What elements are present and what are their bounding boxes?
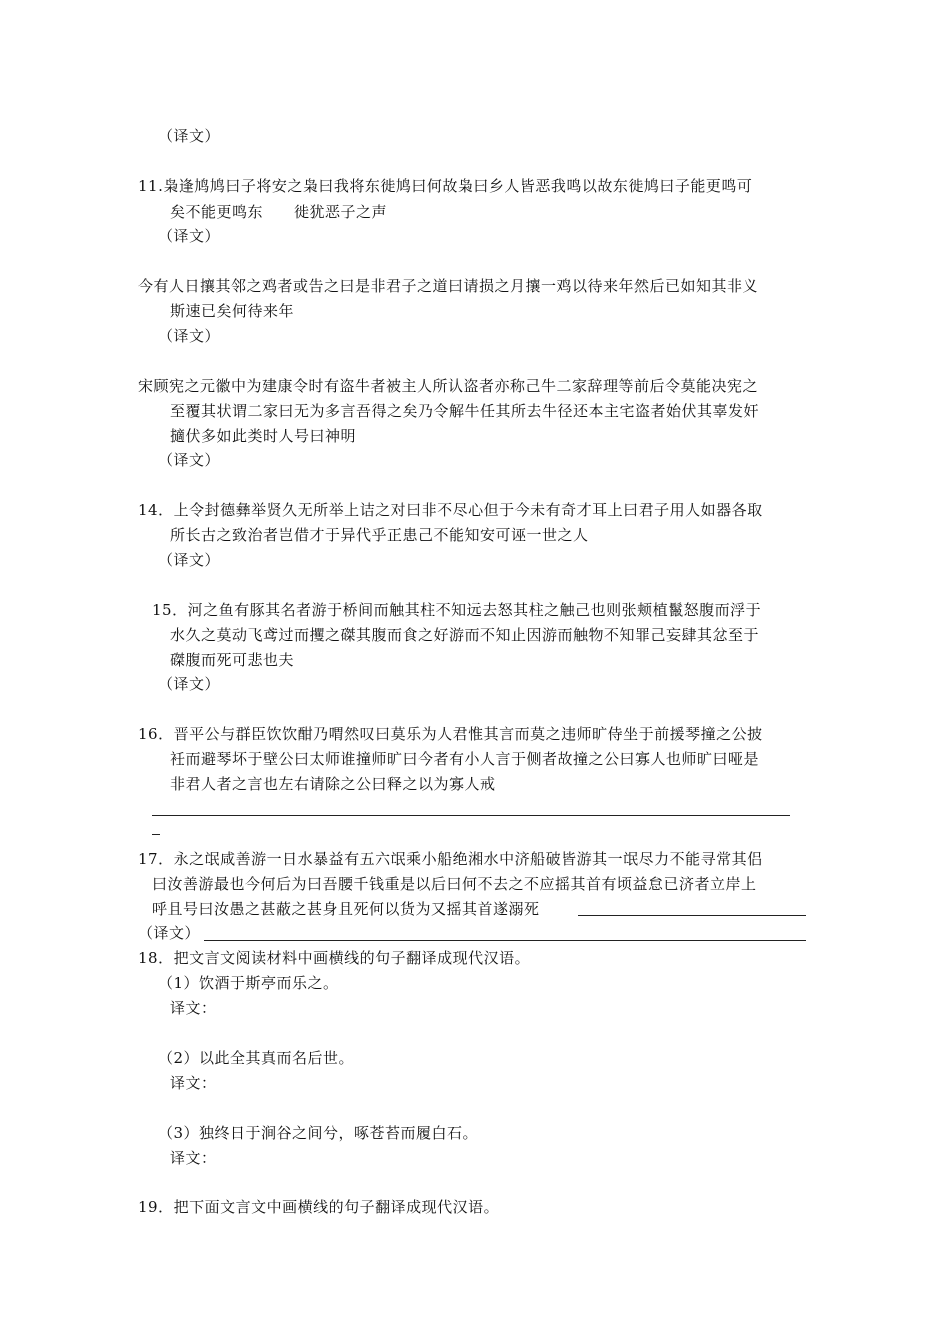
translation-label: （译文） [138,924,201,942]
question-17-line-2: 曰汝善游最也今何后为曰吾腰千钱重是以后曰何不去之不应摇其首有顷益怠已济者立岸上 [152,875,757,893]
answer-line [578,915,806,916]
question-15-line-3: 磔腹而死可悲也夫 [170,651,295,669]
translation-label: （译文） [158,675,221,693]
question-18-item-1: （1）饮酒于斯亭而乐之。 [158,974,339,992]
question-16-line-1: 16．晋平公与群臣饮饮酣乃喟然叹曰莫乐为人君惟其言而莫之违师旷侍坐于前援琴撞之公披 [138,725,763,743]
question-12-line-2: 斯速已矣何待来年 [170,302,295,320]
translation-label: （译文） [158,227,221,245]
question-13-line-2: 至覆其状谓二家曰无为多言吾得之矣乃令解牛任其所去牛径还本主宅盗者始伏其辜发奸 [170,402,760,420]
question-14-line-2: 所长古之致治者岂借才于异代乎正患己不能知安可诬一世之人 [170,526,589,544]
question-19-title: 19．把下面文言文中画横线的句子翻译成现代汉语。 [138,1198,500,1216]
answer-line [204,940,806,941]
question-18-title: 18．把文言文阅读材料中画横线的句子翻译成现代汉语。 [138,949,531,967]
translation-prompt: 译文： [170,1074,217,1092]
translation-label: （译文） [158,551,221,569]
question-17-line-3: 呼且号曰汝愚之甚蔽之甚身且死何以货为又摇其首遂溺死 [152,900,540,918]
translation-label: （译文） [158,451,221,469]
question-16-line-2: 衽而避琴坏于壁公曰太师谁撞师旷曰今者有小人言于侧者故撞之公曰寡人也师旷曰哑是 [170,750,760,768]
question-16-line-3: 非君人者之言也左右请除之公曰释之以为寡人戒 [170,775,496,793]
question-11-line-2: 矣不能更鸣东 徙犹恶子之声 [170,203,388,221]
question-11-line-1: 11.枭逢鸠鸠曰子将安之枭曰我将东徙鸠曰何故枭曰乡人皆恶我鸣以故东徙鸠曰子能更鸣可 [138,177,753,195]
answer-line-tail [152,834,160,835]
question-14-line-1: 14．上令封德彝举贤久无所举上诘之对曰非不尽心但于今未有奇才耳上曰君子用人如器各取 [138,501,763,519]
question-13-line-1: 宋顾宪之元徽中为建康令时有盗牛者被主人所认盗者亦称己牛二家辞理等前后令莫能决宪之 [138,377,759,395]
question-18-item-2: （2）以此全其真而名后世。 [158,1049,355,1067]
translation-label: （译文） [158,327,221,345]
question-18-item-3: （3）独终日于涧谷之间兮，啄苍苔而履白石。 [158,1124,479,1142]
translation-prompt: 译文： [170,999,217,1017]
question-13-line-3: 擿伏多如此类时人号曰神明 [170,427,357,445]
question-15-line-1: 15．河之鱼有豚其名者游于桥间而触其柱不知远去怒其柱之触己也则张颊植鬣怒腹而浮于 [152,601,762,619]
translation-label: （译文） [158,127,221,145]
question-15-line-2: 水久之莫动飞鸢过而攫之磔其腹而食之好游而不知止因游而触物不知罪己妄肆其忿至于 [170,626,760,644]
question-17-line-1: 17．永之氓咸善游一日水暴益有五六氓乘小船绝湘水中济船破皆游其一氓尽力不能寻常其侣 [138,850,763,868]
answer-line [152,815,790,816]
translation-prompt: 译文： [170,1149,217,1167]
question-12-line-1: 今有人日攘其邻之鸡者或告之曰是非君子之道曰请损之月攘一鸡以待来年然后已如知其非义 [138,277,759,295]
